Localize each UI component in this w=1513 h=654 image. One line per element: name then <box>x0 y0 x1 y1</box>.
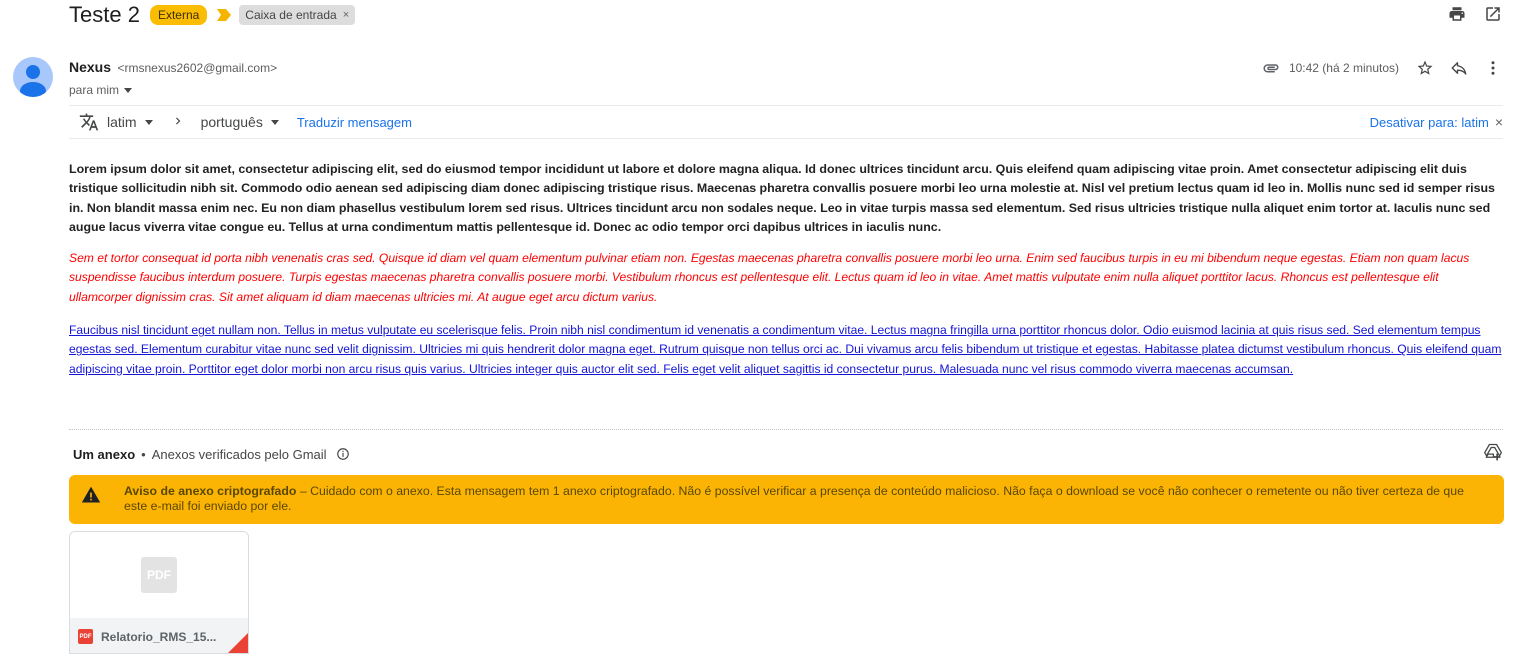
reply-icon[interactable] <box>1449 58 1469 78</box>
chevron-right-icon <box>171 114 185 131</box>
subject-row <box>69 2 355 28</box>
importance-marker-icon[interactable] <box>217 8 231 22</box>
attachments-header <box>73 444 353 464</box>
attachments-divider <box>69 429 1503 430</box>
translate-icon <box>79 112 99 132</box>
external-badge: Externa <box>150 5 207 25</box>
attachment-filename: Relatorio_RMS_15... <box>101 629 217 644</box>
target-language-label: português <box>200 114 263 130</box>
attachment-clip-icon <box>1261 58 1281 78</box>
attachments-verified-label: Anexos verificados pelo Gmail <box>151 446 327 462</box>
warning-message: – Cuidado com o anexo. Esta mensagem tem 1 anexo criptografado. Não é possível verificar a presença de conteúdo malicioso. Não faça o download se você não conhecer o remetente ou não tiver certeza de que este e-mail foi enviado por ele. <box>124 484 1464 513</box>
encrypted-attachment-warning <box>69 475 1504 524</box>
sender-block <box>69 59 277 97</box>
warning-title: Aviso de anexo criptografado <box>124 484 297 498</box>
target-language-select[interactable] <box>201 114 279 130</box>
info-icon[interactable] <box>333 444 353 464</box>
attachment-footer <box>70 618 248 654</box>
top-actions <box>1447 4 1503 24</box>
pdf-placeholder-icon: PDF <box>141 557 177 593</box>
disable-translation-link[interactable]: Desativar para: latim <box>1369 114 1489 130</box>
chevron-down-icon[interactable] <box>124 88 132 93</box>
printer-icon[interactable] <box>1447 4 1467 24</box>
body-paragraph-red: Sem et tortor consequat id porta nibh venenatis cras sed. Quisque id diam vel quam elementum pulvinar etiam non. Egestas maecenas pharetra convallis posuere morbi leo urna. Enim sed faucibus turpis in eu mi bibendum neque egestas. Etiam non quam lacus suspendisse faucibus interdum posuere. Turpis egestas maecenas pharetra convallis posuere morbi. Vestibulum rhoncus est pellentesque elit. Lectus quam id leo in vitae. Amet mattis vulputate enim nulla aliquet porttitor lacus. Rhoncus est pellentesque elit ullamcorper dignissim cras. Sit amet aliquam id diam maecenas ultricies mi. At augue eget arcu dictum varius. <box>69 251 1470 304</box>
email-body <box>69 160 1505 379</box>
attachment-count: Um anexo <box>73 446 136 462</box>
close-icon[interactable]: × <box>1494 114 1503 130</box>
body-paragraph-link[interactable]: Faucibus nisl tincidunt eget nullam non. Tellus in metus vulputate eu scelerisque felis. Proin nibh nisl condimentum id venenatis a condimentum vitae. Lectus magna fringilla urna porttitor rhoncus dolor. Odio euismod lacinia at quis risus sed. Sed elementum tempus egestas sed. Elementum curabitur vitae nunc sed velit dignissim. Ultricies mi quis hendrerit dolor magna eget. Rutrum quisque non tellus orci ac. Dui vivamus arcu felis bibendum ut tristique et egestas. Habitasse platea dictumst vestibulum rhoncus. Quis eleifend quam adipiscing vitae proin. Porttitor eget dolor morbi non arcu risus quis varius. Ultricies integer quis auctor elit sed. Felis eget velit aliquet sagittis id consectetur purus. Malesuada nunc vel risus commodo viverra maecenas accumsan. <box>69 323 1502 376</box>
remove-label-icon[interactable]: × <box>342 9 350 21</box>
recipient-toggle[interactable] <box>69 83 277 97</box>
warning-icon <box>81 485 101 505</box>
sender-email: <rmsnexus2602@gmail.com> <box>117 61 278 75</box>
inbox-label-text: Caixa de entrada <box>245 8 337 22</box>
body-paragraph-bold: Lorem ipsum dolor sit amet, consectetur adipiscing elit, sed do eiusmod tempor incididunt ut labore et dolore magna aliqua. Id donec ultrices tincidunt arcu. Quis eleifend quam adipiscing vitae proin. Amet consectetur adipiscing elit duis tristique sollicitudin nibh sit. Commodo odio aenean sed adipiscing diam donec adipiscing tristique risus. Maecenas pharetra convallis posuere morbi leo urna molestie at. Nisl vel pretium lectus quam id leo in. Mollis nunc sed id semper risus in. Non blandit massa enim nec. Eu non diam phasellus vestibulum lorem sed risus. Ultrices tincidunt arcu non sodales neque. Leo in vitae turpis massa sed elementum. Sed risus ultricies tristique nulla aliquet enim tortor at. Iaculis nunc sed augue lacus viverra vitae congue eu. Tellus at urna condimentum mattis pellentesque id. Donec ac odio tempor orci dapibus ultrices in iaculis nunc. <box>69 162 1495 234</box>
open-in-new-window-icon[interactable] <box>1483 4 1503 24</box>
more-vert-icon[interactable] <box>1483 58 1503 78</box>
recipient-label: para mim <box>69 83 120 97</box>
source-language-select[interactable] <box>107 114 153 130</box>
chevron-down-icon <box>271 120 279 125</box>
pdf-file-icon: PDF <box>78 629 93 644</box>
message-time: 10:42 (há 2 minutos) <box>1288 61 1399 75</box>
chevron-down-icon <box>145 120 153 125</box>
attachment-card[interactable] <box>69 531 249 654</box>
attachment-thumbnail <box>70 532 248 618</box>
translate-message-link[interactable]: Traduzir mensagem <box>296 114 412 130</box>
translation-bar <box>69 105 1503 139</box>
avatar[interactable] <box>13 57 53 97</box>
inbox-label[interactable] <box>239 5 355 25</box>
page-fold-icon <box>228 633 248 653</box>
message-meta <box>1261 57 1503 79</box>
email-subject: Teste 2 <box>69 2 140 27</box>
sender-name[interactable]: Nexus <box>69 59 112 75</box>
star-icon[interactable] <box>1415 58 1435 78</box>
separator-dot: • <box>141 446 146 462</box>
add-to-drive-icon[interactable] <box>1483 442 1503 462</box>
source-language-label: latim <box>107 114 137 130</box>
